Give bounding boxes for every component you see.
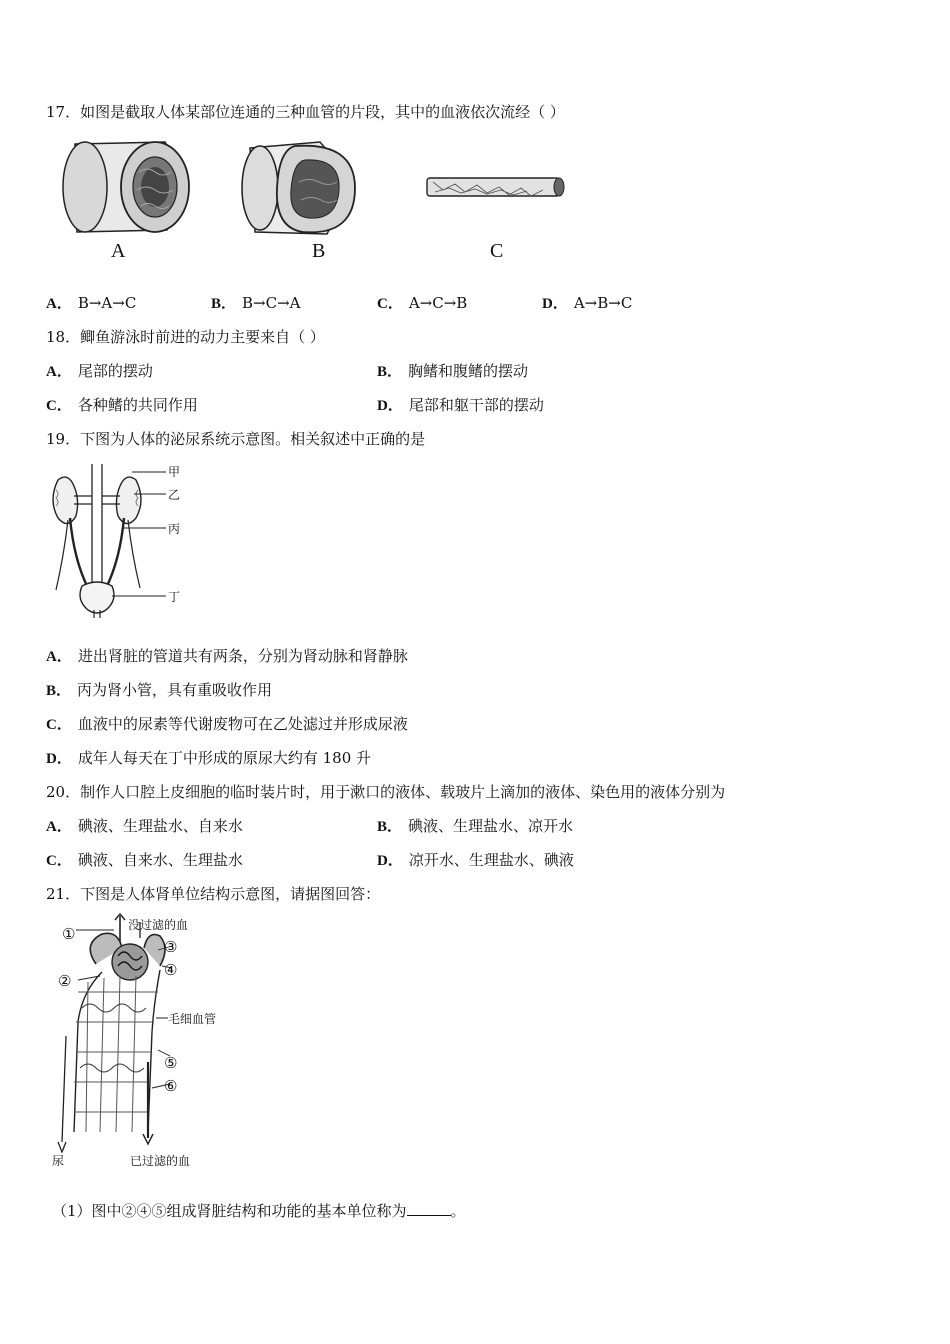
- option-letter: A．: [46, 296, 72, 312]
- q17-option-a[interactable]: [46, 293, 136, 314]
- capillary-vessel-c: [427, 178, 564, 196]
- q18-option-c[interactable]: [46, 395, 198, 416]
- option-letter: A．: [46, 649, 72, 665]
- option-letter: C．: [377, 296, 403, 312]
- q17-option-c[interactable]: [377, 293, 467, 314]
- nephron-label-urine: 尿: [52, 1154, 65, 1168]
- q19-option-b[interactable]: [46, 680, 272, 701]
- q18-option-a[interactable]: [46, 361, 153, 382]
- option-text: 胸鳍和腹鳍的摆动: [408, 362, 529, 380]
- option-letter: D．: [46, 751, 72, 767]
- option-letter: B．: [377, 819, 403, 835]
- option-letter: A．: [46, 819, 72, 835]
- option-letter: C．: [46, 853, 72, 869]
- option-text: 尾部的摆动: [77, 362, 153, 380]
- option-letter: D．: [377, 853, 403, 869]
- q19-stem: 19．下图为人体的泌尿系统示意图。相关叙述中正确的是: [46, 430, 426, 448]
- fig-label-b: B: [312, 240, 326, 262]
- q17-option-d[interactable]: [542, 293, 632, 314]
- label-jia: 甲: [168, 465, 181, 479]
- vein-vessel-b: [242, 142, 355, 234]
- fig-label-c: C: [490, 240, 504, 262]
- q17-stem: 17．如图是截取人体某部位连通的三种血管的片段，其中的血液依次流经（ ）: [46, 103, 565, 121]
- option-text: B→A→C: [77, 294, 137, 312]
- option-text: B→C→A: [242, 294, 301, 312]
- label-yi: 乙: [168, 488, 181, 502]
- q18-option-b[interactable]: [377, 361, 528, 382]
- q20-option-b[interactable]: [377, 816, 573, 837]
- option-letter: B．: [377, 364, 403, 380]
- option-text: 碘液、生理盐水、自来水: [77, 817, 243, 835]
- q20-option-c[interactable]: [46, 850, 243, 871]
- nephron-label-4: ④: [164, 961, 178, 979]
- nephron-illustration: [48, 912, 238, 1170]
- nephron-label-6: ⑥: [164, 1077, 178, 1095]
- nephron-label-unfiltered: 没过滤的血: [128, 918, 189, 932]
- option-text: 碘液、自来水、生理盐水: [77, 851, 243, 869]
- option-text: 碘液、生理盐水、凉开水: [408, 817, 574, 835]
- q19-option-d[interactable]: [46, 748, 371, 769]
- option-text: 血液中的尿素等代谢废物可在乙处滤过并形成尿液: [77, 715, 408, 733]
- label-bing: 丙: [168, 522, 181, 536]
- answer-blank[interactable]: [407, 1201, 451, 1216]
- option-text: 丙为肾小管，具有重吸收作用: [77, 681, 273, 699]
- q19-option-c[interactable]: [46, 714, 408, 735]
- option-text: 尾部和躯干部的摆动: [408, 396, 544, 414]
- option-letter: A．: [46, 364, 72, 380]
- option-letter: C．: [46, 717, 72, 733]
- q18-stem: 18．鲫鱼游泳时前进的动力主要来自（ ）: [46, 328, 325, 346]
- q21-stem: 21．下图是人体肾单位结构示意图，请据图回答：: [46, 885, 381, 903]
- fig-label-a: A: [111, 240, 126, 262]
- option-text: 成年人每天在丁中形成的原尿大约有 180 升: [77, 749, 372, 767]
- q20-stem: 20．制作人口腔上皮细胞的临时装片时，用于漱口的液体、载玻片上滴加的液体、染色用的液体分别为: [46, 783, 726, 801]
- option-letter: C．: [46, 398, 72, 414]
- q21-subquestion-1: [52, 1201, 466, 1221]
- subquestion-end: 。: [450, 1202, 466, 1220]
- q19-option-a[interactable]: [46, 646, 408, 667]
- nephron-label-capillary: 毛细血管: [168, 1012, 217, 1026]
- nephron-label-1: ①: [62, 925, 76, 943]
- q20-option-d[interactable]: [377, 850, 574, 871]
- option-text: 各种鳍的共同作用: [77, 396, 198, 414]
- option-text: 进出肾脏的管道共有两条，分别为肾动脉和肾静脉: [77, 647, 408, 665]
- artery-vessel-a: [63, 142, 189, 232]
- option-text: 凉开水、生理盐水、碘液: [408, 851, 574, 869]
- option-text: A→B→C: [573, 294, 633, 312]
- label-ding: 丁: [168, 590, 181, 604]
- nephron-figure: [48, 912, 238, 1170]
- option-letter: B．: [46, 683, 72, 699]
- nephron-label-5: ⑤: [164, 1054, 178, 1072]
- nephron-label-filtered: 已过滤的血: [130, 1154, 191, 1168]
- option-letter: B．: [211, 296, 237, 312]
- option-letter: D．: [377, 398, 403, 414]
- q20-option-a[interactable]: [46, 816, 243, 837]
- q17-option-b[interactable]: [211, 293, 301, 314]
- option-letter: D．: [542, 296, 568, 312]
- nephron-label-2: ②: [58, 972, 72, 990]
- subquestion-text: （1）图中②④⑤组成肾脏结构和功能的基本单位称为: [52, 1202, 407, 1220]
- q18-option-d[interactable]: [377, 395, 544, 416]
- nephron-label-3: ③: [164, 938, 178, 956]
- option-text: A→C→B: [408, 294, 468, 312]
